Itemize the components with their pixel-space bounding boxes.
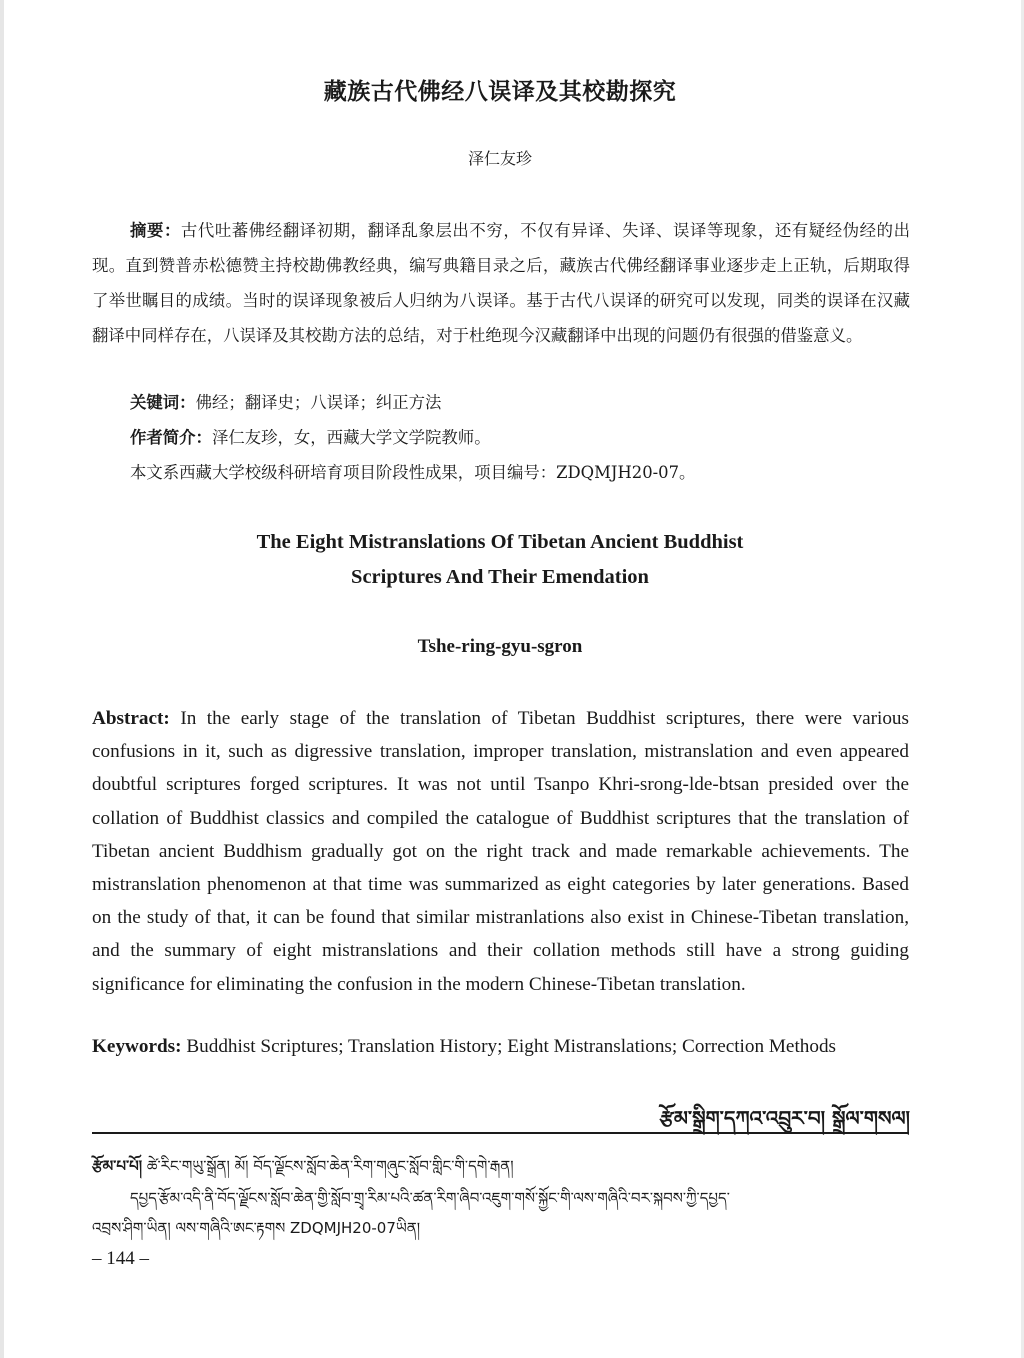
english-abstract-text: In the early stage of the translation of Tibetan Buddhist scriptures, there were various confusions in it, such as digressive translation, improper translation, mistranslation and even appeared doubtful scriptures forged scriptures. It was not until Tsanpo Khri-srong-lde-btsan presided over the collation of Buddhist classics and compiled the catalogue of Buddhist scriptures that the translation of Tibetan ancient Buddhism gradually got on the right track and made remarkable achievements. The mistranslation phenomenon at that time was summarized as eight categories by later generations. Based on the study of that, it can be found that similar mistranlations also exist in Chinese-Tibetan translation, and the summary of eight mistranslations and their collation methods still have a strong guiding significance for eliminating the confusion in the modern Chinese-Tibetan translation.: [92, 708, 909, 995]
tibetan-author-text: ཚེ་རིང་གཡུ་སྒྲོན། མོ། བོད་ལྗོངས་སློབ་ཆེན་རིག་གཞུང་སློབ་གླིང་གི་དགེ་རྒན།: [142, 1157, 514, 1175]
english-keywords-text: Buddhist Scriptures; Translation History; Eight Mistranslations; Correction Methods: [186, 1036, 837, 1057]
english-title-line1: The Eight Mistranslations Of Tibetan Ancient Buddhist: [256, 531, 744, 553]
english-keywords: [92, 1036, 922, 1058]
english-abstract: [92, 702, 909, 1001]
chinese-keywords-label: 关键词：: [130, 393, 196, 412]
tibetan-funding-line2: འབྲས་ཤིག་ཡིན། ལས་གཞིའི་ཨང་རྟགས ZDQMJH20-07ཡིན།: [92, 1219, 421, 1237]
chinese-funding-note: 本文系西藏大学校级科研培育项目阶段性成果，项目编号：ZDQMJH20-07。: [130, 463, 696, 482]
chinese-keywords: [130, 391, 930, 415]
english-author: Tshe-ring-gyu-sgron: [417, 636, 583, 657]
chinese-abstract: [92, 213, 910, 353]
page-number: – 144 –: [92, 1248, 149, 1269]
english-keywords-label: Keywords:: [92, 1036, 182, 1057]
tibetan-section-rule: [92, 1132, 909, 1134]
chinese-author-bio-label: 作者简介：: [130, 428, 212, 447]
english-title-line2: Scriptures And Their Emendation: [351, 566, 649, 588]
tibetan-funding-line1: དཔྱད་རྩོམ་འདི་ནི་བོད་ལྗོངས་སློབ་ཆེན་གྱི་སློབ་གྲྭ་རིམ་པའི་ཚན་རིག་ཞིབ་འཇུག་གསོ་སྐྱོང་གི་ལས་གཞིའི་བར་སྐབས་ཀྱི་དཔྱད་: [130, 1189, 730, 1207]
chinese-abstract-label: 摘要：: [130, 221, 181, 240]
tibetan-summary-title: རྩོམ་སྒྲིག་དཀའ་འབྲུར་བ། སྒྲོལ་གསལ།: [659, 1106, 910, 1130]
chinese-author-bio: [130, 426, 930, 450]
chinese-author: 泽仁友珍: [467, 149, 532, 168]
tibetan-author-label: རྩོམ་པ་པོ།: [92, 1157, 143, 1175]
chinese-keywords-text: 佛经；翻译史；八误译；纠正方法: [195, 393, 442, 412]
page-edge-left: [0, 0, 4, 1358]
chinese-title: 藏族古代佛经八误译及其校勘探究: [323, 79, 677, 105]
english-abstract-label: Abstract:: [92, 708, 170, 729]
chinese-abstract-text: 古代吐蕃佛经翻译初期，翻译乱象层出不穷，不仅有异译、失译、误译等现象，还有疑经伪经的出现。直到赞普赤松德赞主持校勘佛教经典，编写典籍目录之后，藏族古代佛经翻译事业逐步走上正轨，后期取得了举世瞩目的成绩。当时的误译现象被后人归纳为八误译。基于古代八误译的研究可以发现，同类的误译在汉藏翻译中同样存在，八误译及其校勘方法的总结，对于杜绝现今汉藏翻译中出现的问题仍有很强的借鉴意义。: [92, 221, 911, 345]
chinese-author-bio-text: 泽仁友珍，女，西藏大学文学院教师。: [211, 428, 491, 447]
